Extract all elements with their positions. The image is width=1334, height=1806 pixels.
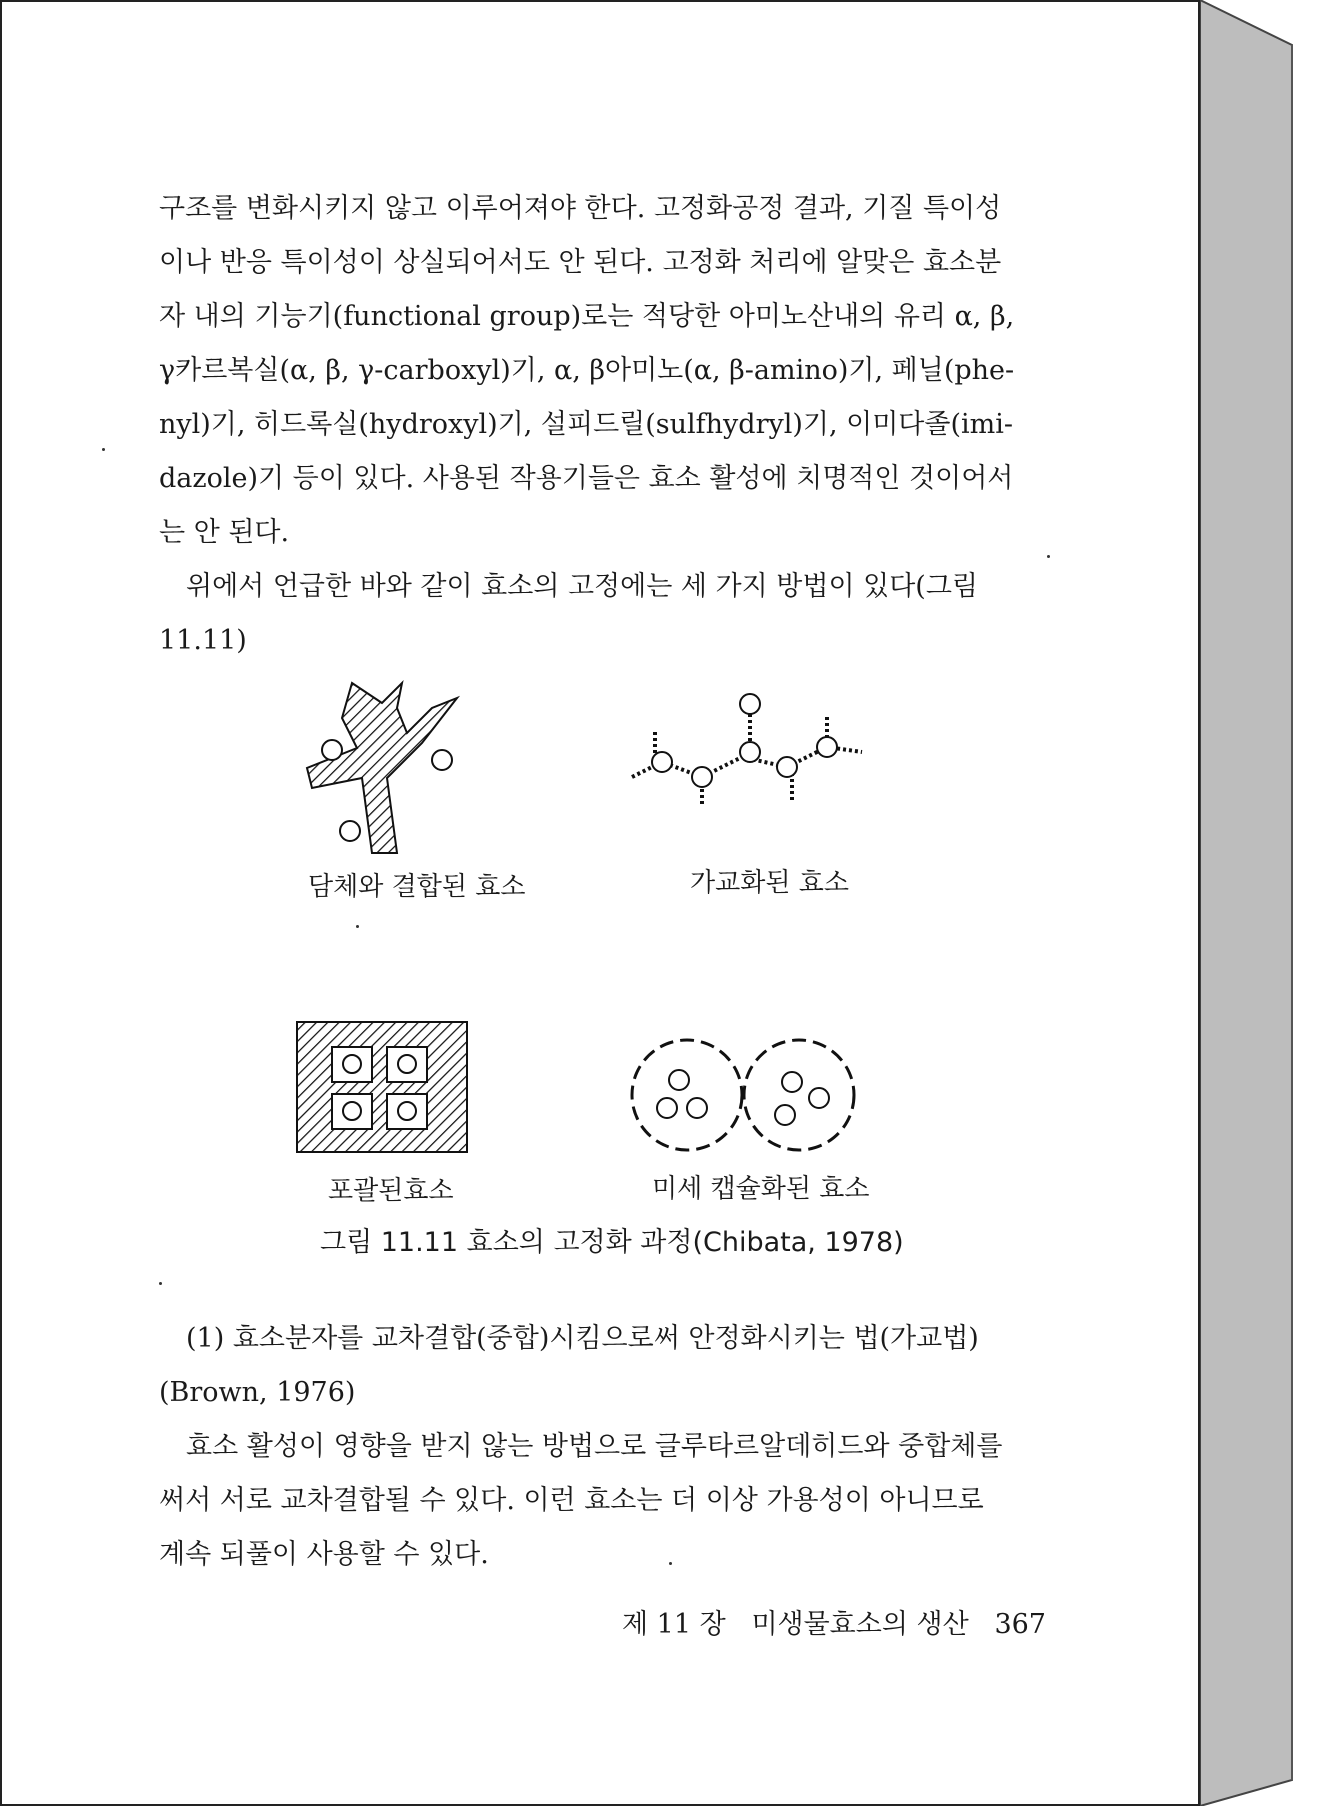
book-page-edge [1196, 0, 1334, 1806]
text-line: γ카르복실(α, β, γ-carboxyl)기, α, β아미노(α, β-amino)기, 페닐(phe- [159, 355, 1015, 386]
section-text [159, 1312, 1014, 1582]
label-carrier-bound: 담체와 결합된 효소 [308, 872, 526, 902]
text-line: 11.11) [159, 625, 247, 656]
speck [1047, 555, 1050, 558]
speck [669, 1562, 672, 1565]
text-line: 위에서 언급한 바와 같이 효소의 고정에는 세 가지 방법이 있다(그림 [159, 571, 978, 602]
carrier-bound-enzyme-diagram [302, 678, 472, 858]
page-footer [622, 1602, 1046, 1641]
microcapsule-enzyme-diagram [627, 1030, 867, 1160]
text-line: 효소 활성이 영향을 받지 않는 방법으로 글루타르알데히드와 중합체를 [159, 1431, 1003, 1462]
label-entrapped: 포괄된효소 [328, 1176, 454, 1206]
text-line: 써서 서로 교차결합될 수 있다. 이런 효소는 더 이상 가용성이 아니므로 [159, 1485, 984, 1516]
section-heading-line: (1) 효소분자를 교차결합(중합)시킴으로써 안정화시키는 법(가교법) [159, 1323, 979, 1354]
footer-title: 미생물효소의 생산 [751, 1609, 969, 1640]
label-microcapsule: 미세 캡슐화된 효소 [652, 1174, 870, 1204]
text-line: 는 안 된다. [159, 517, 290, 548]
crosslinked-enzyme-diagram [627, 682, 867, 812]
section-heading-line: (Brown, 1976) [159, 1377, 356, 1408]
page-number: 367 [994, 1609, 1046, 1640]
text-line: dazole)기 등이 있다. 사용된 작용기들은 효소 활성에 치명적인 것이어서 [159, 463, 1014, 494]
footer-chapter: 제 11 장 [622, 1609, 726, 1640]
label-crosslinked: 가교화된 효소 [690, 868, 849, 898]
text-line: nyl)기, 히드록실(hydroxyl)기, 설피드릴(sulfhydryl)기, 이미다졸(imi- [159, 409, 1013, 440]
speck [159, 1282, 162, 1285]
entrapped-enzyme-diagram [292, 1012, 472, 1162]
text-line: 자 내의 기능기(functional group)로는 적당한 아미노산내의 유리 α, β, [159, 301, 1015, 332]
figure-caption: 그림 11.11 효소의 고정화 과정(Chibata, 1978) [320, 1227, 904, 1258]
speck [356, 925, 359, 928]
speck [102, 448, 105, 451]
text-line: 구조를 변화시키지 않고 이루어져야 한다. 고정화공정 결과, 기질 특이성 [159, 193, 1002, 224]
text-line: 이나 반응 특이성이 상실되어서도 안 된다. 고정화 처리에 알맞은 효소분 [159, 247, 1002, 278]
body-text-top [159, 182, 1014, 668]
text-line: 계속 되풀이 사용할 수 있다. [159, 1539, 489, 1570]
